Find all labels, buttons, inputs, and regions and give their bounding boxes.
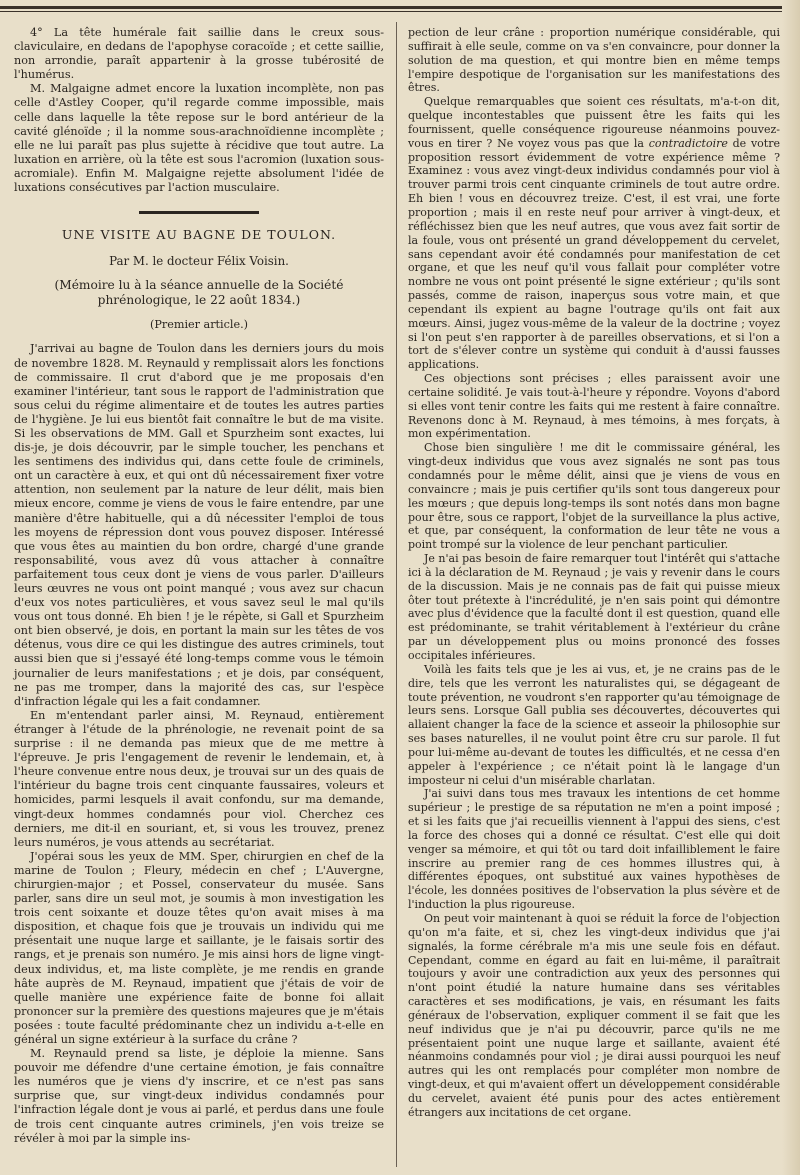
right-column	[408, 26, 780, 1120]
right-paragraph-8: On peut voir maintenant à quoi se réduit la force de l'objection qu'on m'a faite, et si, chez les vingt-deux individus que j'ai signalés, la forme cérébrale m'a mis une seule fois en défaut. Cependant, comme en égard au fait en lui-même, il paraîtrait toujours y avoir une contradiction aux yeux des personnes qui n'ont point étudié la nature humaine dans ses véritables caractères et ses modifications, je vais, en résumant les faits généraux de l'observation, expliquer comment il se fait que les neuf individus que je n'ai pu découvrir, parce qu'ils ne me présentaient point une nuque large et saillante, avaient été néanmoins condamnés pour viol ; je dirai aussi pourquoi les neuf autres qui les ont remplacés pour compléter mon nombre de vingt-deux, et qui m'avaient offert un développement considérable du cervelet, avaient été punis pour des actes entièrement étrangers aux incitations de cet organe.	[408, 912, 780, 1119]
left-paragraph-2: M. Malgaigne admet encore la luxation incomplète, non pas celle d'Astley Cooper, qu'il regarde comme impossible, mais celle dans laquelle la tête repose sur le bord antérieur de la cavité glénoïde ; il la nomme sous-arachnoïdienne incomplète ; elle ne lui paraît pas plus sujette à récidive que tout autre. La luxation en arrière, où la tête est sous l'acromion (luxation sous-acromiale). Enfin M. Malgaigne rejette absolument l'idée de luxations consécutives par l'action musculaire.	[14, 82, 384, 195]
left-paragraph-5: J'opérai sous les yeux de MM. Sper, chirurgien en chef de la marine de Toulon ; Fleury, médecin en chef ; L'Auvergne, chirurgien-major ; et Possel, conservateur du musée. Sans parler, sans dire un seul mot, je soumis à mon investigation les trois cent soixante et douze têtes qu'on avait mises à ma disposition, et chaque fois que je trouvais un individu qui me présentait une nuque large et saillante, je le faisais sortir des rangs, et je prenais son numéro. Je mis ainsi hors de ligne vingt-deux individus, et, ma liste complète, je me rendis en grande hâte auprès de M. Reynaud, impatient que j'étais de voir de quelle manière une expérience faite de bonne foi allait prononcer sur la première des questions majeures que je m'étais posées : toute faculté prédominante chez un individu a-t-elle en général un signe extérieur à la surface du crâne ?	[14, 849, 384, 1046]
right-paragraph-2-start: Quelque remarquables que soient ces résultats, m'a-t-on dit, quelque incontestables que puissent être les faits qui les fournissent, quelle conséquence rigoureuse néanmoins pouvez-vous en tirer ? Ne voyez vous pas que la	[408, 95, 780, 150]
left-column	[14, 26, 384, 1146]
right-paragraph-4: Chose bien singulière ! me dit le commissaire général, les vingt-deux individus que vous avez signalés ne sont pas tous condamnés pour le même délit, ainsi que je viens de vous en convaincre ; mais je puis certifier qu'ils sont tous dangereux pour les mœurs ; que depuis long-temps ils sont notés dans mon bagne pour être, sous ce rapport, l'objet de la surveillance la plus active, et que, par conséquent, la conformation de leur tête ne vous a point trompé sur la violence de leur penchant particulier.	[408, 441, 780, 552]
left-paragraph-3: J'arrivai au bagne de Toulon dans les derniers jours du mois de novembre 1828. M. Reynauld y remplissait alors les fonctions de commissaire. Il crut d'abord que je me proposais d'en examiner l'intérieur, tant sous le rapport de l'administration que sous celui du régime alimentaire et de toutes les autres parties de l'hygiène. Je lui eus bientôt fait connaître le but de ma visite. Si les observations de MM. Gall et Spurzheim sont exactes, lui dis-je, je dois découvrir, par le simple toucher, les penchans et les sentimens des individus qui, dans cette foule de criminels, ont un caractère à eux, et qui ont dû nécessairement fixer votre attention, non seulement par la nature de leur délit, mais bien mieux encore, comme je viens de vous le faire entendre, par une manière d'être habituelle, qui a dû nécessiter l'emploi de tous les moyens de répression dont vous pouvez disposer. Intéressé que vous êtes au maintien du bon ordre, chargé d'une grande responsabilité, vous avez dû vous attacher à connaître parfaitement tous ceux dont je viens de vous parler. D'ailleurs leurs œuvres ne vous ont point manqué ; vous avez sur chacun d'eux vos notes particulières, et vous savez seul le mal qu'ils vous ont tous donné. Eh bien ! je le répète, si Gall et Spurzheim ont bien observé, je dois, en portant la main sur les têtes de vos détenus, vous dire ce qui les distingue des autres criminels, tout aussi bien que si j'essayé été long-temps comme vous le témoin journalier de leurs manifestations ; et je dois, par conséquent, ne pas me tromper, dans la majorité des cas, sur l'espèce d'infraction légale qui les a fait condamner.	[14, 342, 384, 708]
section-separator	[139, 211, 259, 214]
left-paragraph-4: En m'entendant parler ainsi, M. Reynaud, entièrement étranger à l'étude de la phrénologie, ne revenait point de sa surprise : il ne demanda pas mieux que de me mettre à l'épreuve. Je pris l'engagement de revenir le lendemain, et, à l'heure convenue entre nous deux, je trouvai sur un des quais de l'intérieur du bagne trois cent cinquante faussaires, voleurs et homicides, parmi lesquels il avait confondu, sur ma demande, vingt-deux hommes condamnés pour viol. Cherchez ces derniers, me dit-il en souriant, et, si vous les trouvez, prenez leurs numéros, je vous attends au secrétariat.	[14, 708, 384, 849]
right-paragraph-7: J'ai suivi dans tous mes travaux les intentions de cet homme supérieur ; le prestige de sa réputation ne m'en a point imposé ; et si les faits que j'ai recueillis viennent à l'appui des siens, c'est la force des choses qui a donné ce résultat. C'est elle qui doit venger sa mémoire, et qui tôt ou tard doit infailliblement le faire inscrire au premier rang de ces hommes illustres qui, à différentes époques, ont substitué aux vaines hypothèses de l'école, les données positives de l'observation la plus sévère et de l'induction la plus rigoureuse.	[408, 787, 780, 912]
right-paragraph-3: Ces objections sont précises ; elles paraissent avoir une certaine solidité. Je vais tout-à-l'heure y répondre. Voyons d'abord si elles vont tenir contre les faits qui me restent à faire connaître. Revenons donc à M. Reynaud, à mes témoins, à mes forçats, à mon expérimentation.	[408, 372, 780, 441]
article-title: UNE VISITE AU BAGNE DE TOULON.	[61, 227, 337, 243]
right-paragraph-5: Je n'ai pas besoin de faire remarquer tout l'intérêt qui s'attache ici à la déclaration de M. Reynaud ; je vais y revenir dans le cours de la discussion. Mais je ne connais pas de fait qui puisse mieux ôter tout prétexte à l'incrédulité, je n'en sais point qui démontre avec plus d'évidence que la faculté dont il est question, quand elle est prédominante, se trahit véritablement à l'extérieur du crâne par un développement plus ou moins prononcé des fosses occipitales inférieures.	[408, 552, 780, 662]
right-paragraph-1: pection de leur crâne : proportion numérique considérable, qui suffirait à elle seule, comme on va s'en convaincre, pour donner la solution de ma question, et qui montre bien en même temps l'empire despotique de l'organisation sur les manifestations des êtres.	[408, 26, 780, 95]
article-part: (Premier article.)	[149, 318, 249, 332]
right-paragraph-2	[408, 95, 780, 372]
header-rule-thin	[0, 11, 800, 12]
article-memo: (Mémoire lu à la séance annuelle de la Société phrénologique, le 22 août 1834.)	[54, 278, 344, 308]
page-edge	[782, 0, 800, 1175]
article-byline: Par M. le docteur Félix Voisin.	[109, 254, 289, 269]
left-paragraph-6: M. Reynauld prend sa liste, je déploie la mienne. Sans pouvoir me défendre d'une certaine émotion, je fais connaître les numéros que je viens d'y inscrire, et ce n'est pas sans surprise que, sur vingt-deux individus condamnés pour l'infraction légale dont je vous ai parlé, et perdus dans une foule de trois cent cinquante autres criminels, j'en vois treize se révéler à moi par la simple ins-	[14, 1047, 384, 1145]
header-rule	[0, 6, 800, 9]
column-divider	[396, 22, 397, 1167]
left-paragraph-1: 4° La tête humérale fait saillie dans le creux sous-claviculaire, en dedans de l'apophyse coracoïde ; et cette saillie, non arrondie, paraît appartenir à la grosse tubérosité de l'humérus.	[14, 26, 384, 82]
right-paragraph-6: Voilà les faits tels que je les ai vus, et, je ne crains pas de le dire, tels que les verront les naturalistes qui, se dégageant de toute prévention, ne voudront s'en rapporter qu'au témoignage de leurs sens. Lorsque Gall publia ses découvertes, découvertes qui allaient changer la face de la science et asseoir la philosophie sur ses bases naturelles, il ne voulut point être cru sur parole. Il fut pour lui-même au-devant de toutes les difficultés, et ne cessa d'en appeler à l'expérience ; ce n'était point là le langage d'un imposteur ni celui d'un misérable charlatan.	[408, 662, 780, 787]
right-paragraph-2-end: de votre proposition ressort évidemment de votre expérience même ? Examinez : vous avez vingt-deux individus condamnés pour viol à trouver parmi trois cent cinquante criminels de tout autre ordre. Eh bien ! vous en découvrez treize. C'est, il est vrai, une forte proportion ; mais il en reste neuf pour arriver à vingt-deux, et réfléchissez bien que les neuf autres, que vous avez fait sortir de la foule, vous ont présenté un grand développement du cervelet, sans cependant avoir été condamnés pour manifestation de cet organe, et que les neuf qu'il vous fallait pour compléter votre nombre ne vous ont point présenté le signe extérieur ; qu'ils sont passés, comme de raison, inaperçus sous votre main, et que cependant ils expient au bagne l'outrage qu'ils ont fait aux mœurs. Ainsi, jugez vous-même de la valeur de la doctrine ; voyez si l'on peut s'en rapporter à de pareilles observations, et si l'on a tort de s'élever contre un système qui conduit à d'aussi fausses applications.	[408, 136, 780, 372]
right-paragraph-2-italic: contradictoire	[648, 136, 728, 150]
